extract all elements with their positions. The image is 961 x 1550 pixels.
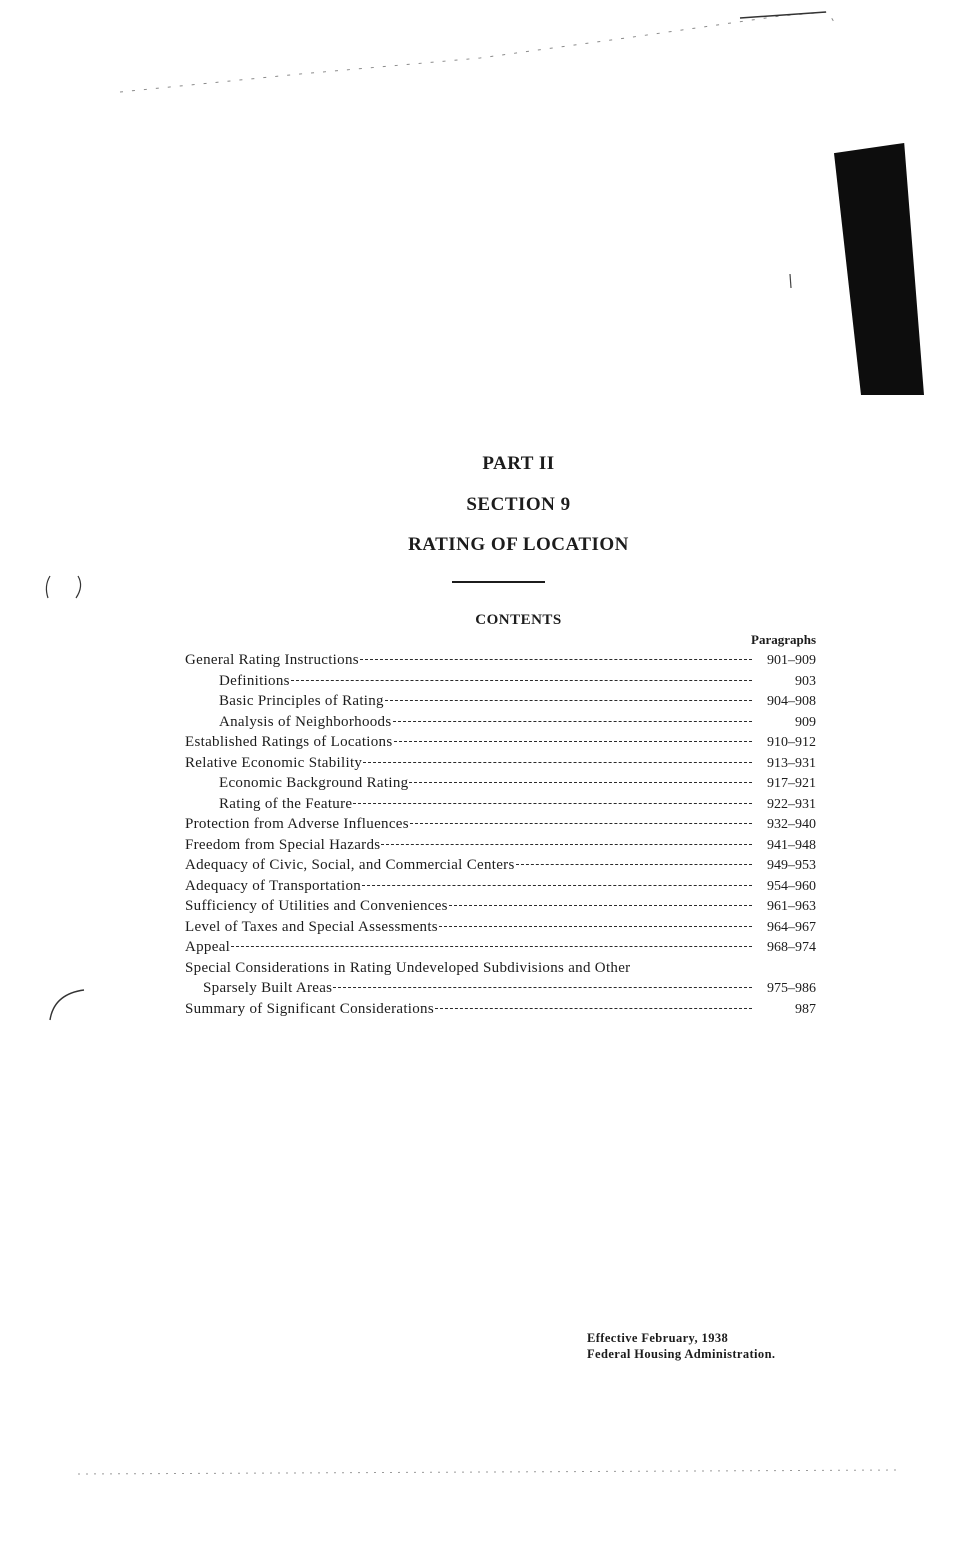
toc-entry-title: General Rating Instructions xyxy=(185,652,359,668)
toc-entry-title: Summary of Significant Considerations xyxy=(185,1000,434,1017)
toc-entry xyxy=(185,855,816,876)
toc-entry xyxy=(185,794,816,815)
toc-dot-leader xyxy=(333,976,752,988)
footer-note xyxy=(587,1330,775,1362)
toc-entry xyxy=(185,999,816,1020)
toc-entry-title: Relative Economic Stability xyxy=(185,754,363,771)
toc-dot-leader xyxy=(362,874,752,886)
toc-dot-leader xyxy=(360,648,752,660)
toc-entry xyxy=(185,732,816,753)
toc-entry-paragraphs: 954–960 xyxy=(767,878,816,894)
toc-dot-leader xyxy=(353,792,752,804)
toc-entry-paragraphs: 941–948 xyxy=(767,837,816,853)
toc-dot-leader xyxy=(394,730,753,742)
toc-dot-leader xyxy=(409,771,752,783)
section-heading: SECTION 9 xyxy=(466,494,571,515)
toc-dot-leader xyxy=(439,915,752,927)
toc-entry xyxy=(185,876,816,897)
table-of-contents xyxy=(185,650,816,1019)
toc-entry-title: Definitions xyxy=(219,672,290,689)
toc-entry-title: Rating of the Feature xyxy=(219,795,353,812)
toc-entry-title: Special Considerations in Rating Undeveloped Subdivisions and Other xyxy=(185,959,631,976)
page-title: RATING OF LOCATION xyxy=(408,534,629,555)
toc-entry-paragraphs: 909 xyxy=(795,714,816,730)
toc-entry xyxy=(185,773,816,794)
toc-entry xyxy=(185,691,816,712)
heading-rule xyxy=(452,581,545,583)
toc-dot-leader xyxy=(363,751,752,763)
toc-entry-title: Established Ratings of Locations xyxy=(185,734,393,750)
toc-entry-title: Level of Taxes and Special Assessments xyxy=(185,918,438,935)
toc-entry xyxy=(185,958,816,979)
scan-mark-tick xyxy=(785,270,825,294)
toc-dot-leader xyxy=(516,853,752,865)
toc-entry-title: Protection from Adverse Influences xyxy=(185,816,409,832)
scan-mark-curve xyxy=(44,984,94,1024)
toc-entry xyxy=(185,937,816,958)
toc-entry-paragraphs: 901–909 xyxy=(767,653,816,668)
toc-entry-paragraphs: 904–908 xyxy=(767,694,816,709)
toc-entry-title: Appeal xyxy=(185,939,231,955)
scan-mark-parentheses xyxy=(40,572,90,604)
toc-entry-paragraphs: 917–921 xyxy=(767,776,816,791)
part-heading: PART II xyxy=(482,453,555,474)
contents-heading: CONTENTS xyxy=(475,612,562,628)
footer-effective-date: Effective February, 1938 xyxy=(587,1331,729,1345)
toc-dot-leader xyxy=(449,894,752,906)
toc-entry xyxy=(185,896,816,917)
toc-entry-paragraphs: 910–912 xyxy=(767,735,816,750)
scan-shadow-bar xyxy=(834,143,924,395)
toc-dot-leader xyxy=(435,997,752,1009)
toc-entry-title: Adequacy of Transportation xyxy=(185,877,362,894)
toc-dot-leader xyxy=(291,669,752,681)
toc-dot-leader xyxy=(231,935,752,947)
toc-entry-title: Sufficiency of Utilities and Conveniences xyxy=(185,898,448,914)
toc-entry-paragraphs: 903 xyxy=(795,673,816,689)
toc-entry-paragraphs: 913–931 xyxy=(767,755,816,771)
toc-entry-title: Basic Principles of Rating xyxy=(219,693,384,709)
toc-entry xyxy=(185,712,816,733)
footer-agency: Federal Housing Administration. xyxy=(587,1347,776,1361)
paragraphs-column-label: Paragraphs xyxy=(751,632,816,647)
toc-dot-leader xyxy=(385,689,752,701)
toc-entry-paragraphs: 987 xyxy=(795,1001,816,1017)
toc-entry xyxy=(185,671,816,692)
toc-entry-title: Sparsely Built Areas xyxy=(203,980,333,996)
toc-entry xyxy=(185,978,816,999)
toc-dot-leader xyxy=(393,710,753,722)
toc-entry-title: Adequacy of Civic, Social, and Commercial Centers xyxy=(185,857,515,873)
toc-entry-paragraphs: 961–963 xyxy=(767,899,816,914)
toc-entry xyxy=(185,753,816,774)
toc-dot-leader xyxy=(410,812,752,824)
toc-entry xyxy=(185,814,816,835)
toc-entry-paragraphs: 949–953 xyxy=(767,858,816,873)
toc-entry xyxy=(185,917,816,938)
toc-entry xyxy=(185,650,816,671)
toc-entry-paragraphs: 922–931 xyxy=(767,796,816,812)
toc-entry xyxy=(185,835,816,856)
scan-edge-bottom xyxy=(0,1464,961,1484)
toc-entry-paragraphs: 975–986 xyxy=(767,981,816,996)
toc-entry-title: Analysis of Neighborhoods xyxy=(219,713,392,730)
scan-edge-top xyxy=(0,0,961,120)
toc-entry-title: Freedom from Special Hazards xyxy=(185,836,381,853)
toc-entry-paragraphs: 968–974 xyxy=(767,940,816,955)
toc-entry-title: Economic Background Rating xyxy=(219,775,409,791)
toc-entry-paragraphs: 932–940 xyxy=(767,817,816,832)
toc-entry-paragraphs: 964–967 xyxy=(767,919,816,935)
toc-dot-leader xyxy=(381,833,752,845)
